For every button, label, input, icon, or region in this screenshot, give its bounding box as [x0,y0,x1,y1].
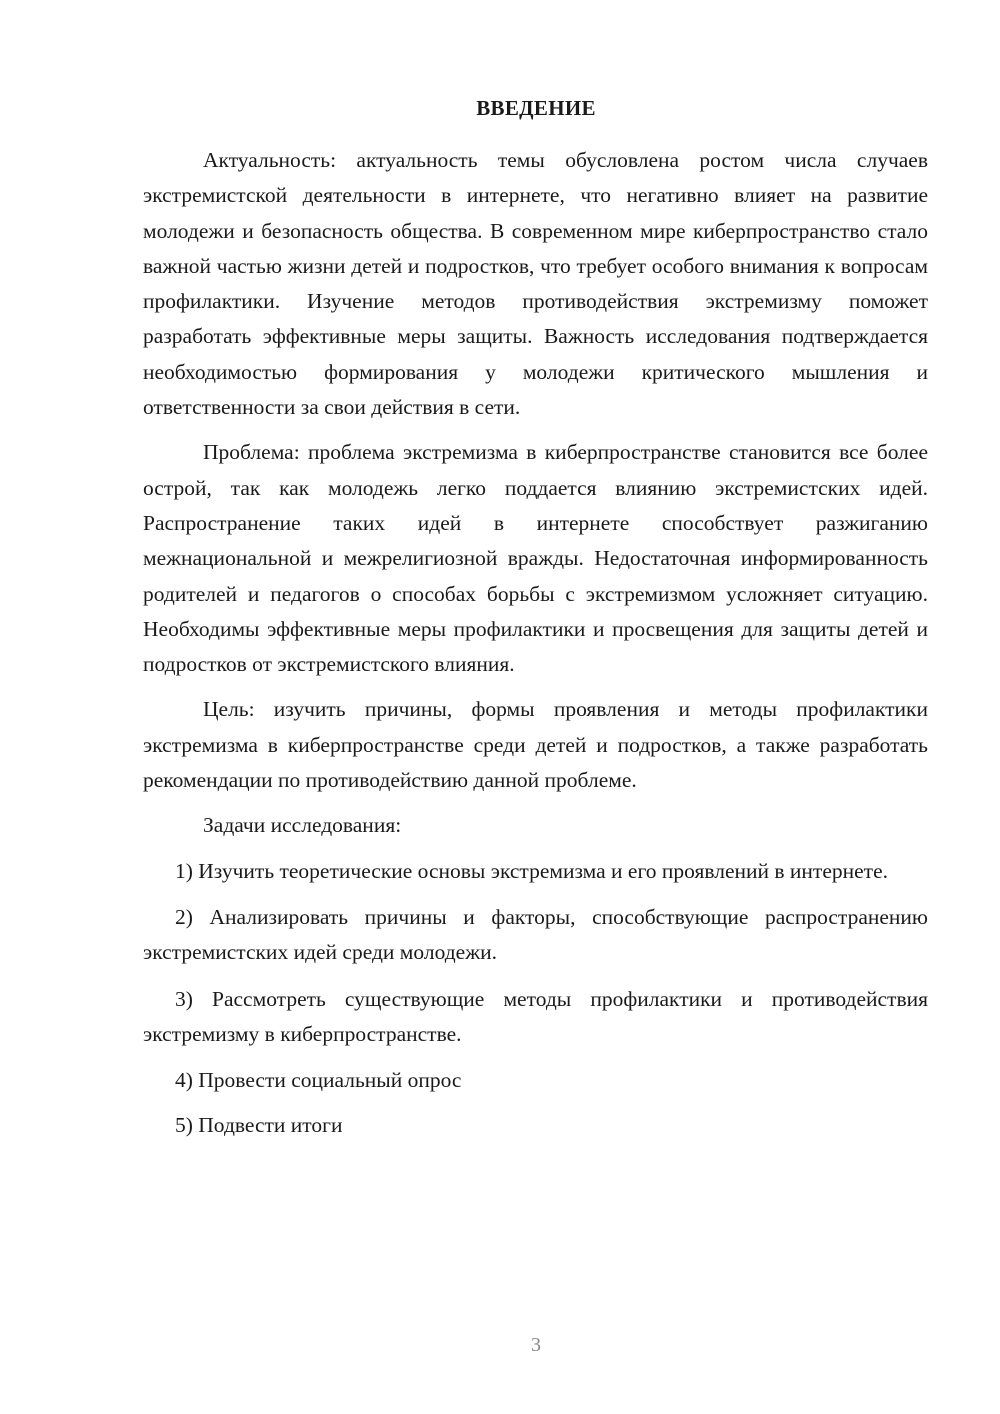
page-number: 3 [531,1334,541,1356]
relevance-paragraph: Актуальность: актуальность темы обусловлена ростом числа случаев экстремистской деятельности в интернете, что негативно влияет на развитие молодежи и безопасность общества. В современном мире киберпространство стало важной частью жизни детей и подростков, что требует особого внимания к вопросам профилактики. Изучение методов противодействия экстремизму поможет разработать эффективные меры защиты. Важность исследования подтверждается необходимостью формирования у молодежи критического мышления и ответственности за свои действия в сети. [143,148,928,420]
list-item: 1) Изучить теоретические основы экстремизма и его проявлений в интернете. [175,858,888,883]
goal-paragraph: Цель: изучить причины, формы проявления и методы профилактики экстремизма в киберпространстве среди детей и подростков, а также разработать рекомендации по противодействию данной проблеме. [143,697,928,793]
list-item: 4) Провести социальный опрос [175,1068,462,1093]
list-item: 2) Анализировать причины и факторы, способствующие распространению экстремистских идей среди молодежи. [143,904,928,965]
tasks-heading: Задачи исследования: [203,813,402,838]
tasks-list [143,854,928,1144]
problem-paragraph: Проблема: проблема экстремизма в киберпространстве становится все более острой, так как молодежь легко поддается влиянию экстремистских идей. Распространение таких идей в интернете способствует разжиганию межнациональной и межрелигиозной вражды. Недостаточная информированность родителей и педагогов о способах борьбы с экстремизмом усложняет ситуацию. Необходимы эффективные меры профилактики и просвещения для защиты детей и подростков от экстремистского влияния. [143,440,928,677]
document-body [143,143,928,1144]
list-item: 5) Подвести итоги [175,1113,343,1138]
list-item: 3) Рассмотреть существующие методы профилактики и противодействия экстремизму в киберпространстве. [143,986,928,1046]
page-title: ВВЕДЕНИЕ [476,96,596,120]
